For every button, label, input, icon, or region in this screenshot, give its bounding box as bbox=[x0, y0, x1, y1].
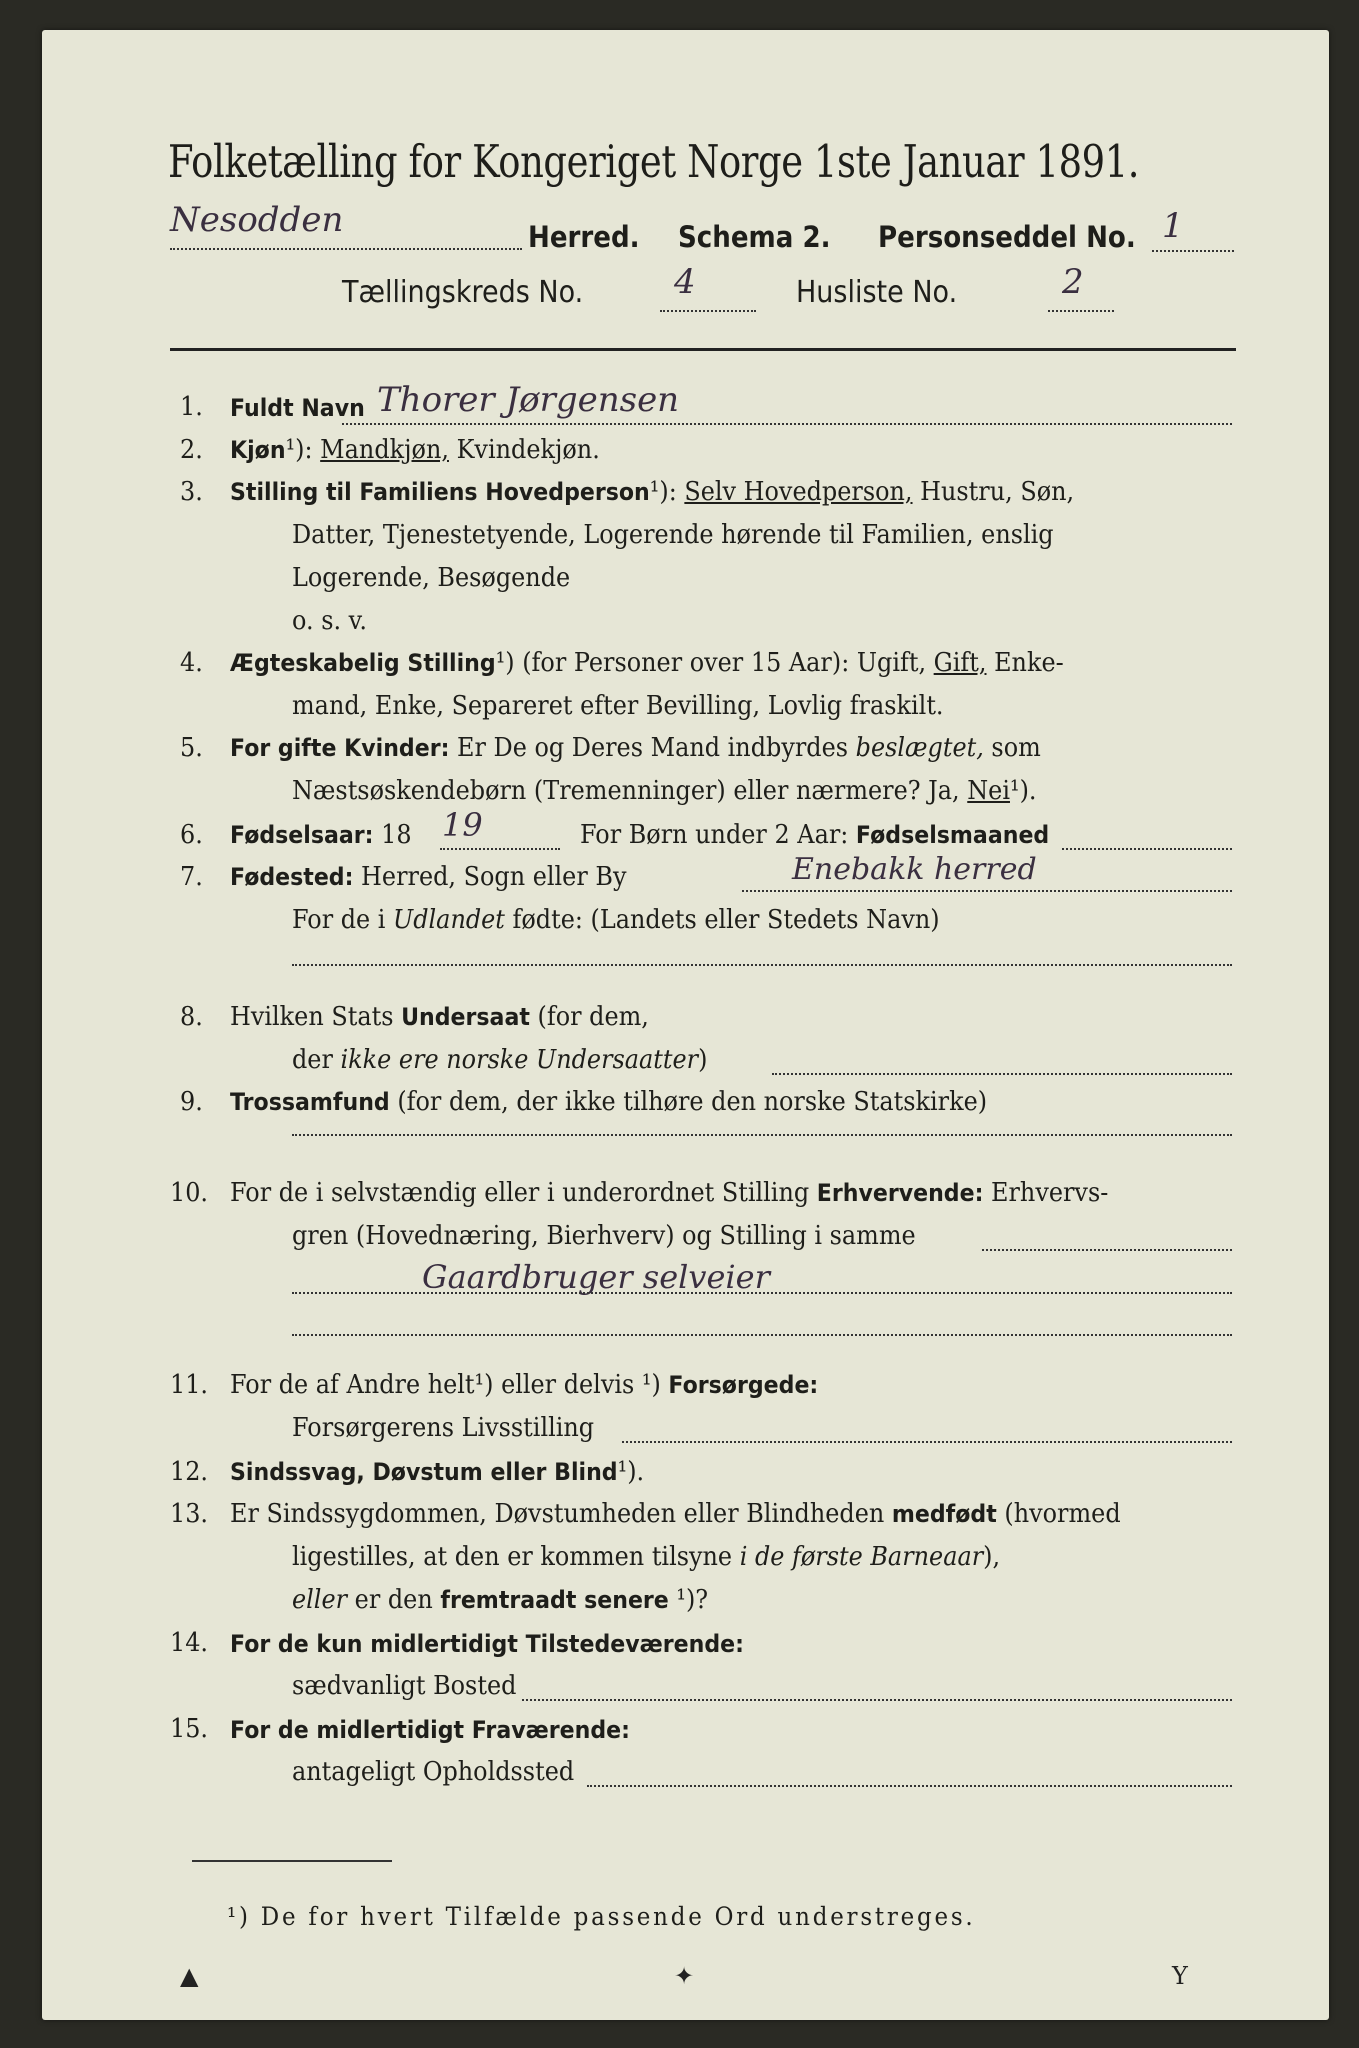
q1-name-handwriting: Thorer Jørgensen bbox=[377, 380, 680, 420]
q7-text: Herred, Sogn eller By bbox=[361, 862, 627, 892]
q11-sup2: ¹) bbox=[641, 1370, 661, 1400]
corner-mark-right-icon: Y bbox=[1172, 1962, 1188, 1990]
q4-text: (for Personer over 15 Aar): Ugift, bbox=[522, 648, 927, 678]
q2-number: 2. bbox=[180, 435, 203, 465]
q5-line2-text: Næstsøskendebørn (Tremenninger) eller nærmere? Ja, bbox=[292, 776, 960, 806]
q13-line2b: ), bbox=[983, 1542, 1001, 1572]
herred-handwriting: Nesodden bbox=[170, 200, 344, 240]
q9-text: (for dem, der ikke tilhøre den norske Statskirke) bbox=[397, 1087, 988, 1117]
q8-line2a: der bbox=[292, 1045, 333, 1075]
q5-text: Er De og Deres Mand indbyrdes bbox=[457, 733, 849, 763]
q6-text: For Børn under 2 Aar: bbox=[580, 820, 849, 850]
q1-label: Fuldt Navn bbox=[230, 394, 365, 422]
q13-line3a: er den bbox=[354, 1585, 433, 1615]
q4-rest: Enke- bbox=[994, 648, 1064, 678]
q7-line2a: For de i bbox=[292, 905, 386, 935]
q11-text: For de af Andre helt bbox=[230, 1370, 475, 1400]
q3-rest: Hustru, Søn, bbox=[920, 477, 1075, 507]
husliste-handwriting: 2 bbox=[1062, 262, 1084, 302]
q5-sup: ¹). bbox=[1009, 776, 1037, 806]
kreds-dotted-line bbox=[660, 310, 756, 312]
q6-label: Fødselsaar: bbox=[230, 821, 374, 849]
q10-extra-dotted-line bbox=[292, 1334, 1232, 1336]
q4-number: 4. bbox=[180, 648, 203, 678]
kreds-handwriting: 4 bbox=[674, 262, 696, 302]
q15-label: For de midlertidigt Fraværende: bbox=[230, 1716, 630, 1744]
q1-dotted-line bbox=[342, 423, 1232, 425]
q7-birthplace-handwriting: Enebakk herred bbox=[792, 852, 1037, 887]
q9-line1 bbox=[230, 1087, 987, 1117]
q5-selected: Nei bbox=[967, 776, 1010, 806]
q15-line2: antageligt Opholdssted bbox=[292, 1757, 575, 1787]
q7-number: 7. bbox=[180, 862, 203, 892]
q13-line2 bbox=[292, 1542, 1000, 1572]
q3-line1 bbox=[230, 477, 1074, 507]
q1-number: 1. bbox=[180, 392, 203, 422]
center-mark-icon: ✦ bbox=[674, 1962, 695, 1990]
q6-label2: Fødselsmaaned bbox=[855, 821, 1050, 849]
corner-mark-left-icon: ▲ bbox=[180, 1962, 199, 1990]
q5-line2 bbox=[292, 776, 1037, 806]
footnote-rule bbox=[192, 1860, 392, 1862]
q9-label: Trossamfund bbox=[230, 1088, 390, 1116]
personseddel-handwriting: 1 bbox=[1162, 206, 1184, 246]
q8-line2-italic: ikke ere norske Undersaatter bbox=[340, 1045, 699, 1075]
q3-sup: ¹): bbox=[649, 477, 677, 507]
q12-sup: ¹). bbox=[617, 1457, 645, 1487]
q4-label: Ægteskabelig Stilling bbox=[230, 649, 496, 677]
q10-number: 10. bbox=[170, 1178, 209, 1208]
q7-dotted-line bbox=[742, 890, 1232, 892]
schema-label: Schema 2. bbox=[678, 220, 831, 254]
q11-number: 11. bbox=[170, 1370, 209, 1400]
q12-number: 12. bbox=[170, 1457, 209, 1487]
q11-dotted-line bbox=[622, 1441, 1232, 1443]
census-form-page bbox=[42, 30, 1329, 2020]
q8-dotted-line bbox=[772, 1073, 1232, 1075]
q8-line2b: ) bbox=[698, 1045, 708, 1075]
q11-sup1: ¹) bbox=[474, 1370, 494, 1400]
header-rule bbox=[170, 348, 1236, 351]
q13-line1 bbox=[230, 1499, 1121, 1529]
q11-mid: eller delvis bbox=[501, 1370, 635, 1400]
q8-line2 bbox=[292, 1045, 707, 1075]
personseddel-dotted-line bbox=[1152, 250, 1234, 252]
q3-number: 3. bbox=[180, 477, 203, 507]
q6-year-handwriting: 19 bbox=[442, 806, 483, 844]
q6-line-b bbox=[580, 820, 1049, 850]
q11-label: Forsørgede: bbox=[668, 1371, 819, 1399]
q10-rest: Erhvervs- bbox=[991, 1178, 1109, 1208]
q10-text: For de i selvstændig eller i underordnet Stilling bbox=[230, 1178, 810, 1208]
q3-line3: Logerende, Besøgende bbox=[292, 563, 571, 593]
q3-label: Stilling til Familiens Hovedperson bbox=[230, 478, 650, 506]
q13-line2a: ligestilles, at den er kommen tilsyne bbox=[292, 1542, 733, 1572]
q5-label: For gifte Kvinder: bbox=[230, 734, 450, 762]
q10-line1 bbox=[230, 1178, 1108, 1208]
q6-line bbox=[230, 820, 412, 850]
q8-number: 8. bbox=[180, 1002, 203, 1032]
q2-option-female: Kvindekjøn. bbox=[456, 435, 600, 465]
q13-text: Er Sindssygdommen, Døvstumheden eller Blindheden bbox=[230, 1499, 885, 1529]
q13-line2-italic: i de første Barneaar bbox=[739, 1542, 984, 1572]
husliste-dotted-line bbox=[1048, 310, 1114, 312]
q12-line bbox=[230, 1457, 644, 1487]
q6-number: 6. bbox=[180, 820, 203, 850]
q5-rest: som bbox=[991, 733, 1041, 763]
q5-italic: beslægtet, bbox=[855, 733, 984, 763]
q7-line2 bbox=[292, 905, 940, 935]
q7-line2-italic: Udlandet bbox=[393, 905, 505, 935]
q10-occupation-handwriting: Gaardbruger selveier bbox=[422, 1258, 770, 1296]
q13-line3 bbox=[292, 1585, 708, 1615]
q2-option-male: Mandkjøn, bbox=[320, 435, 449, 465]
q4-sup: ¹) bbox=[495, 648, 515, 678]
q6-month-dotted-line bbox=[1062, 848, 1232, 850]
q4-line1 bbox=[230, 648, 1064, 678]
q7-label: Fødested: bbox=[230, 863, 354, 891]
q10-line2: gren (Hovednæring, Bierhverv) og Stilling i samme bbox=[292, 1221, 916, 1251]
q8-line1 bbox=[230, 1002, 649, 1032]
q15-dotted-line bbox=[587, 1785, 1232, 1787]
herred-label: Herred. bbox=[528, 220, 640, 254]
herred-dotted-line bbox=[170, 248, 522, 250]
q10-label: Erhvervende: bbox=[816, 1179, 984, 1207]
q11-line2: Forsørgerens Livsstilling bbox=[292, 1413, 595, 1443]
q2-label: Kjøn bbox=[230, 436, 286, 464]
q14-dotted-line bbox=[522, 1699, 1232, 1701]
q7-abroad-dotted-line bbox=[292, 964, 1232, 966]
q13-line3-italic: eller bbox=[292, 1585, 348, 1615]
q13-line3c: ¹)? bbox=[676, 1585, 709, 1615]
husliste-label: Husliste No. bbox=[796, 275, 958, 310]
q9-number: 9. bbox=[180, 1087, 203, 1117]
q7-line2b: fødte: (Landets eller Stedets Navn) bbox=[512, 905, 940, 935]
q5-number: 5. bbox=[180, 733, 203, 763]
q13-label: medfødt bbox=[891, 1500, 997, 1528]
q6-prefix: 18 bbox=[381, 820, 412, 850]
q12-label: Sindssvag, Døvstum eller Blind bbox=[230, 1458, 618, 1486]
q9-dotted-line bbox=[292, 1134, 1232, 1136]
form-title: Folketælling for Kongeriget Norge 1ste Januar 1891. bbox=[168, 135, 1140, 188]
kreds-label: Tællingskreds No. bbox=[342, 275, 584, 310]
q8-label: Undersaat bbox=[401, 1003, 530, 1031]
q8-text: Hvilken Stats bbox=[230, 1002, 394, 1032]
q15-number: 15. bbox=[170, 1714, 209, 1744]
q7-line1 bbox=[230, 862, 626, 892]
q13-number: 13. bbox=[170, 1499, 209, 1529]
q13-rest: (hvormed bbox=[1004, 1499, 1121, 1529]
q2-sup: ¹): bbox=[285, 435, 313, 465]
q4-selected: Gift, bbox=[933, 648, 987, 678]
q4-line2: mand, Enke, Separeret efter Bevilling, Lovlig fraskilt. bbox=[292, 691, 944, 721]
q13-line3-bold: fremtraadt senere bbox=[440, 1586, 669, 1614]
q6-dotted-line bbox=[440, 848, 560, 850]
q14-line2: sædvanligt Bosted bbox=[292, 1671, 517, 1701]
q3-selected: Selv Hovedperson, bbox=[684, 477, 913, 507]
q3-line4: o. s. v. bbox=[292, 606, 367, 636]
personseddel-label: Personseddel No. bbox=[878, 220, 1136, 254]
q5-line1 bbox=[230, 733, 1041, 763]
q2-line bbox=[230, 435, 600, 465]
q10-occupation-dotted-line bbox=[292, 1292, 1232, 1294]
footnote-text: ¹) De for hvert Tilfælde passende Ord understreges. bbox=[227, 1902, 976, 1931]
q14-number: 14. bbox=[170, 1628, 209, 1658]
q11-line1 bbox=[230, 1370, 818, 1400]
q8-rest: (for dem, bbox=[537, 1002, 649, 1032]
q10-line2-dotted bbox=[982, 1249, 1232, 1251]
q14-label: For de kun midlertidigt Tilstedeværende: bbox=[230, 1630, 744, 1658]
q3-line2: Datter, Tjenestetyende, Logerende hørende til Familien, enslig bbox=[292, 520, 1054, 550]
